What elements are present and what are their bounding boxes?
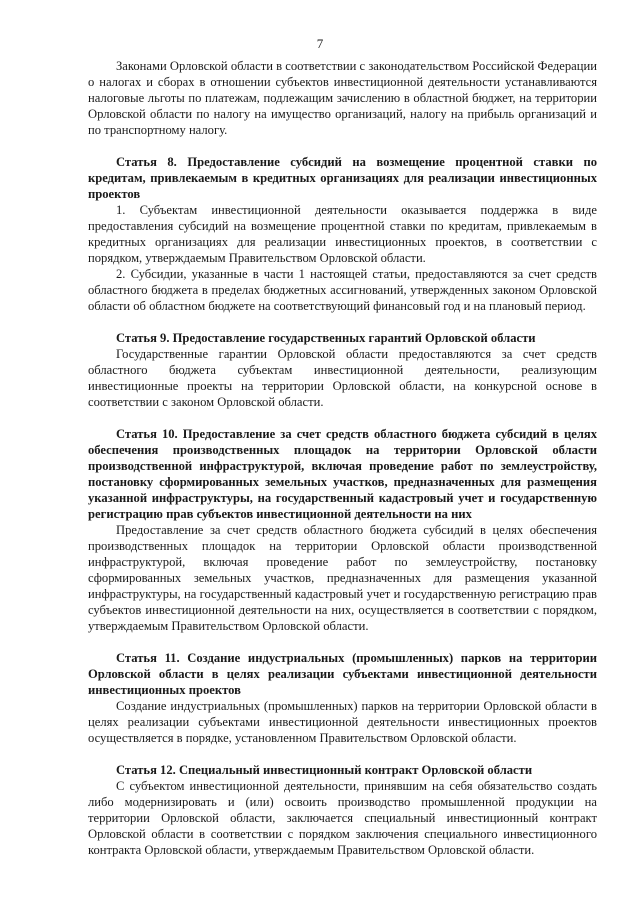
document-body	[88, 58, 597, 858]
article-title: Статья 12. Специальный инвестиционный контракт Орловской области	[116, 763, 533, 777]
article-8	[88, 154, 597, 314]
intro-paragraph: Законами Орловской области в соответствии с законодательством Российской Федерации о налогах и сборах в отношении субъектов инвестиционной деятельности устанавливаются налоговые льготы по платежам, подлежащим зачислению в областной бюджет, на территории Орловской области по налогу на имущество организаций, налогу на прибыль организаций и по транспортному налогу.	[88, 59, 597, 137]
article-title: Статья 10. Предоставление за счет средств областного бюджета субсидий в целях обеспечения производственных площадок на территории Орловской области производственной инфраструктурой, включая проведение работ по землеустройству, постановку сформированных земельных участков, предназначенных для размещения указанной инфраструктуры, на государственный кадастровый учет и государственную регистрацию прав субъектов инвестиционной деятельности на них	[88, 427, 597, 521]
article-paragraph: Предоставление за счет средств областного бюджета субсидий в целях обеспечения производственных площадок на территории Орловской области производственной инфраструктурой, включая проведение работ по землеустройству, постановку сформированных земельных участков, предназначенных для размещения указанной инфраструктуры, на государственный кадастровый учет и государственную регистрацию прав субъектов инвестиционной деятельности на них, осуществляется в соответствии с порядком, утверждаемым Правительством Орловской области.	[88, 523, 597, 633]
article-paragraph: С субъектом инвестиционной деятельности, принявшим на себя обязательство создать либо модернизировать и (или) освоить производство промышленной продукции на территории Орловской области, заключается специальный инвестиционный контракт Орловской области в соответствии с порядком заключения специального инвестиционного контракта Орловской области, утверждаемым Правительством Орловской области.	[88, 779, 597, 857]
article-title: Статья 11. Создание индустриальных (промышленных) парков на территории Орловской области в целях реализации субъектами инвестиционной деятельности инвестиционных проектов	[88, 651, 597, 697]
page-number: 7	[316, 36, 324, 51]
article-paragraph: Государственные гарантии Орловской области предоставляются за счет средств областного бюджета субъектам инвестиционной деятельности, реализующим инвестиционные проекты на территории Орловской области, на конкурсной основе в соответствии с законом Орловской области.	[88, 347, 597, 409]
article-paragraph: 2. Субсидии, указанные в части 1 настоящей статьи, предоставляются за счет средств областного бюджета в пределах бюджетных ассигнований, утвержденных законом Орловской области об областном бюджете на соответствующий финансовый год и на плановый период.	[88, 267, 597, 313]
article-paragraph: 1. Субъектам инвестиционной деятельности оказывается поддержка в виде предоставления субсидий на возмещение процентной ставки по кредитам, привлекаемым в кредитных организациях для реализации инвестиционных проектов, в соответствии с порядком, утверждаемым Правительством Орловской области.	[88, 203, 597, 265]
article-9	[88, 330, 597, 410]
article-10	[88, 426, 597, 634]
article-11	[88, 650, 597, 746]
article-title: Статья 9. Предоставление государственных гарантий Орловской области	[116, 331, 536, 345]
article-12	[88, 762, 597, 858]
article-paragraph: Создание индустриальных (промышленных) парков на территории Орловской области в целях реализации субъектами инвестиционной деятельности инвестиционных проектов осуществляется в порядке, установленном Правительством Орловской области.	[88, 699, 597, 745]
article-title: Статья 8. Предоставление субсидий на возмещение процентной ставки по кредитам, привлекаемым в кредитных организациях для реализации инвестиционных проектов	[88, 155, 597, 201]
